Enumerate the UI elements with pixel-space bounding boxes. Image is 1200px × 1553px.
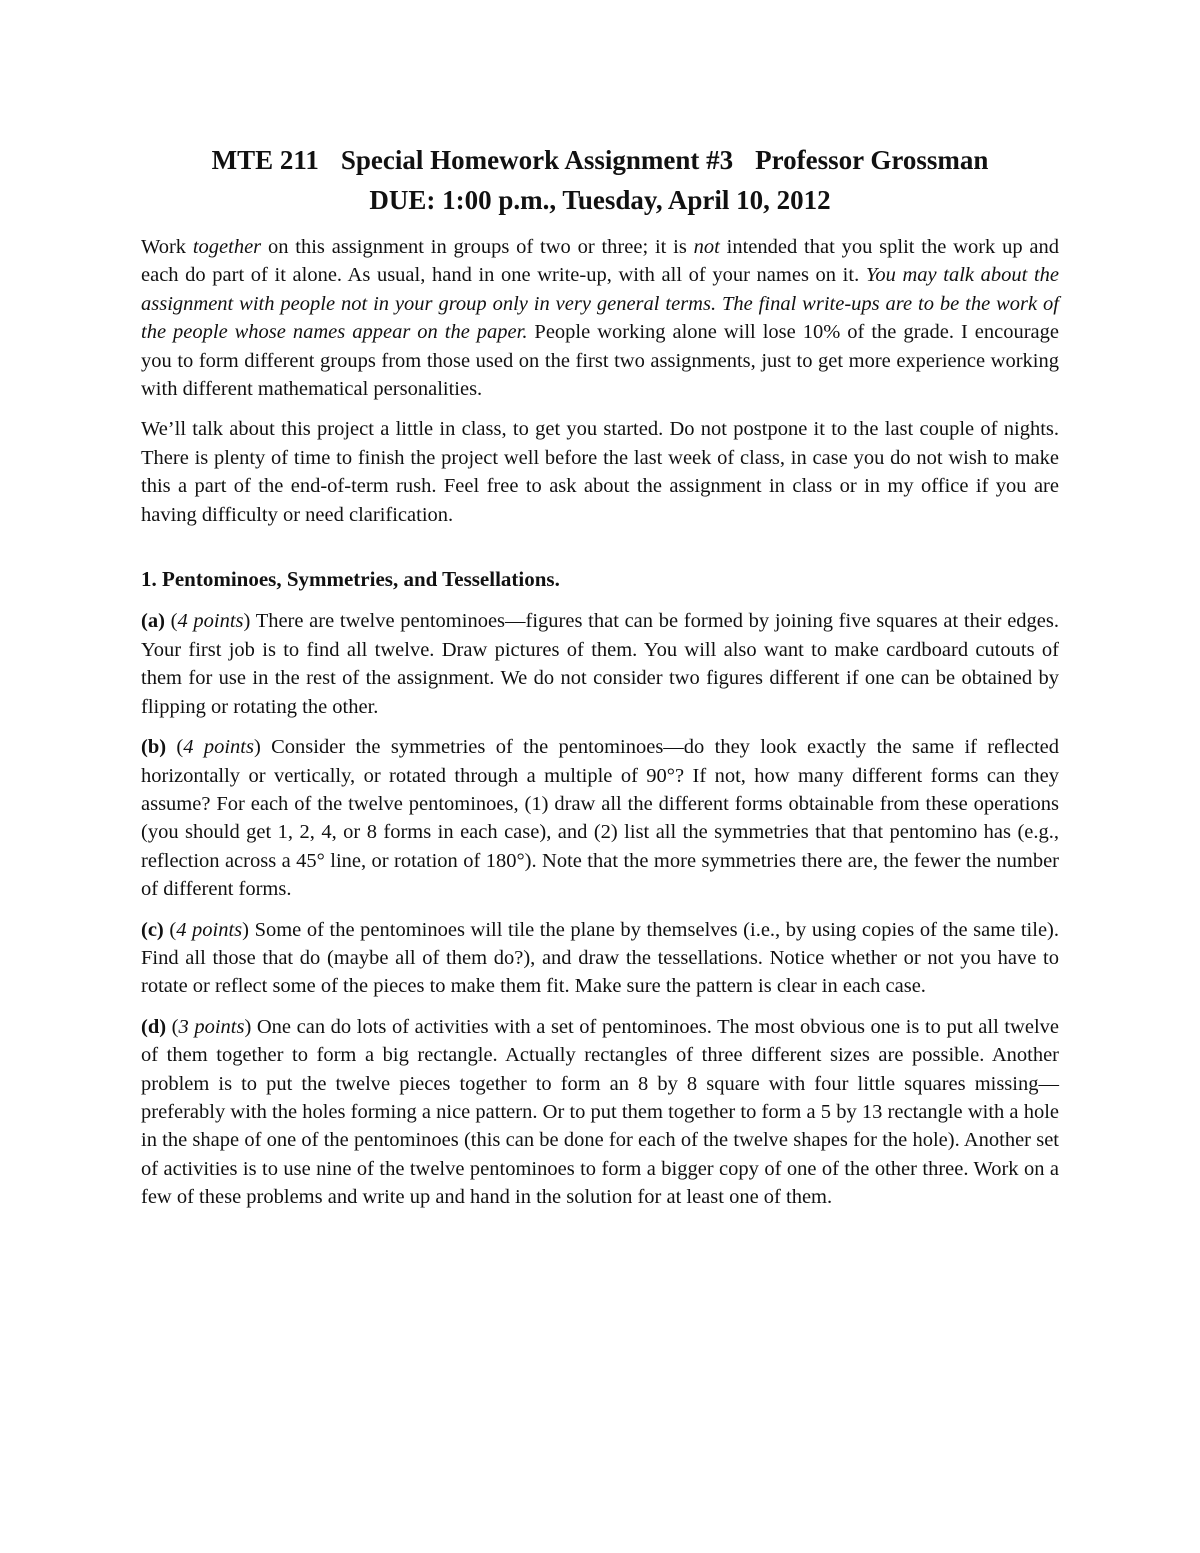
intro-emphasis-not: not <box>693 236 720 258</box>
intro-emphasis-together: together <box>192 236 262 258</box>
professor-name: Professor Grossman <box>755 145 989 175</box>
intro-paragraph-1 <box>141 233 1059 403</box>
intro-text: intended that you split the work up and each do part of it alone. As usual, hand in one write-up, with all of your names on it. <box>141 236 1059 287</box>
document-body <box>141 233 1059 1224</box>
part-c: (c) (4 points) Some of the pentominoes will tile the plane by themselves (i.e., by using copies of the same tile). Find all those that do (maybe all of them do?), and draw the tessellations. Notice whether or not you have to rotate or reflect some of the pieces to make them fit. Make sure the pattern is clear in each case. <box>141 918 1059 998</box>
part-text: One can do lots of activities with a set of pentominoes. The most obvious one is to put all twelve of them together to form a big rectangle. Actually rectangles of three different sizes are possible. Another problem is to put the twelve pieces together to form an 8 by 8 square with four little squares missing—preferably with the holes forming a nice pattern. Or to put them together to form a 5 by 13 rectangle with a hole in the shape of one of the pentominoes (this can be done for each of the twelve shapes for the hole). Another set of activities is to use nine of the twelve pentominoes to form a bigger copy of one of the other three. Work on a few of these problems and write up and hand in the solution for at least one of them. <box>141 1015 1060 1209</box>
due-date: DUE: 1:00 p.m., Tuesday, April 10, 2012 <box>369 185 831 215</box>
intro-text: Work <box>141 236 193 258</box>
intro-text: on this assignment in groups of two or three; it is <box>261 236 694 258</box>
part-label: (d) <box>141 1015 167 1038</box>
course-code: MTE 211 <box>211 145 319 175</box>
intro-collaboration-policy: You may talk about the assignment with people not in your group only in very general terms. The final write-ups are to be the work of the people whose names appear on the paper. <box>141 264 1059 344</box>
part-label: (c) <box>141 918 164 941</box>
part-d: (d) (3 points) One can do lots of activities with a set of pentominoes. The most obvious one is to put all twelve of them together to form a big rectangle. Actually rectangles of three different sizes are possible. Another problem is to put the twelve pieces together to form an 8 by 8 square with four little squares missing—preferably with the holes forming a nice pattern. Or to put them together to form a 5 by 13 rectangle with a hole in the shape of one of the pentominoes (this can be done for each of the twelve shapes for the hole). Another set of activities is to use nine of the twelve pentominoes to form a bigger copy of one of the other three. Work on a few of these problems and write up and hand in the solution for at least one of them. <box>141 1015 1060 1209</box>
part-points: 4 points <box>176 918 243 941</box>
title-block <box>0 140 1200 220</box>
part-points: 3 points <box>178 1015 245 1038</box>
part-text: There are twelve pentominoes—figures that can be formed by joining five squares at their edges. Your first job is to find all twelve. Draw pictures of them. You will also want to make cardboard cutouts of them for use in the rest of the assignment. We do not consider two figures different if one can be obtained by flipping or rotating the other. <box>141 610 1059 718</box>
part-b: (b) (4 points) Consider the symmetries of the pentominoes—do they look exactly the same if reflected horizontally or vertically, or rotated through a multiple of 90°? If not, how many different forms can they assume? For each of the twelve pentominoes, (1) draw all the different forms obtainable from these operations (you should get 1, 2, 4, or 8 forms in each case), and (2) list all the symmetries that that pentomino has (e.g., reflection across a 45° line, or rotation of 180°). Note that the more symmetries there are, the fewer the number of different forms. <box>141 736 1059 901</box>
part-a: (a) (4 points) There are twelve pentominoes—figures that can be formed by joining five squares at their edges. Your first job is to find all twelve. Draw pictures of them. You will also want to make cardboard cutouts of them for use in the rest of the assignment. We do not consider two figures different if one can be obtained by flipping or rotating the other. <box>141 610 1059 718</box>
part-points: 4 points <box>177 610 244 633</box>
section-heading: 1. Pentominoes, Symmetries, and Tessellations. <box>141 567 560 592</box>
part-text: Consider the symmetries of the pentominoes—do they look exactly the same if reflected horizontally or vertically, or rotated through a multiple of 90°? If not, how many different forms can they assume? For each of the twelve pentominoes, (1) draw all the different forms obtainable from these operations (you should get 1, 2, 4, or 8 forms in each case), and (2) list all the symmetries that that pentomino has (e.g., reflection across a 45° line, or rotation of 180°). Note that the more symmetries there are, the fewer the number of different forms. <box>141 736 1059 901</box>
intro-text: People working alone will lose 10% of the grade. I encourage you to form different groups from those used on the first two assignments, just to get more experience working with different mathematical personalities. <box>141 321 1059 401</box>
assignment-title: Special Homework Assignment #3 <box>340 145 734 175</box>
intro-paragraph-2: We’ll talk about this project a little in class, to get you started. Do not postpone it to the last couple of nights. There is plenty of time to finish the project well before the last week of class, in case you do not wish to make this a part of the end-of-term rush. Feel free to ask about the assignment in class or in my office if you are having difficulty or need clarification. <box>141 418 1059 526</box>
part-text: Some of the pentominoes will tile the plane by themselves (i.e., by using copies of the same tile). Find all those that do (maybe all of them do?), and draw the tessellations. Notice whether or not you have to rotate or reflect some of the pieces to make them fit. Make sure the pattern is clear in each case. <box>141 918 1059 998</box>
part-points: 4 points <box>183 736 254 759</box>
title-line <box>0 140 1200 180</box>
part-label: (b) <box>141 736 167 759</box>
part-label: (a) <box>141 610 165 633</box>
